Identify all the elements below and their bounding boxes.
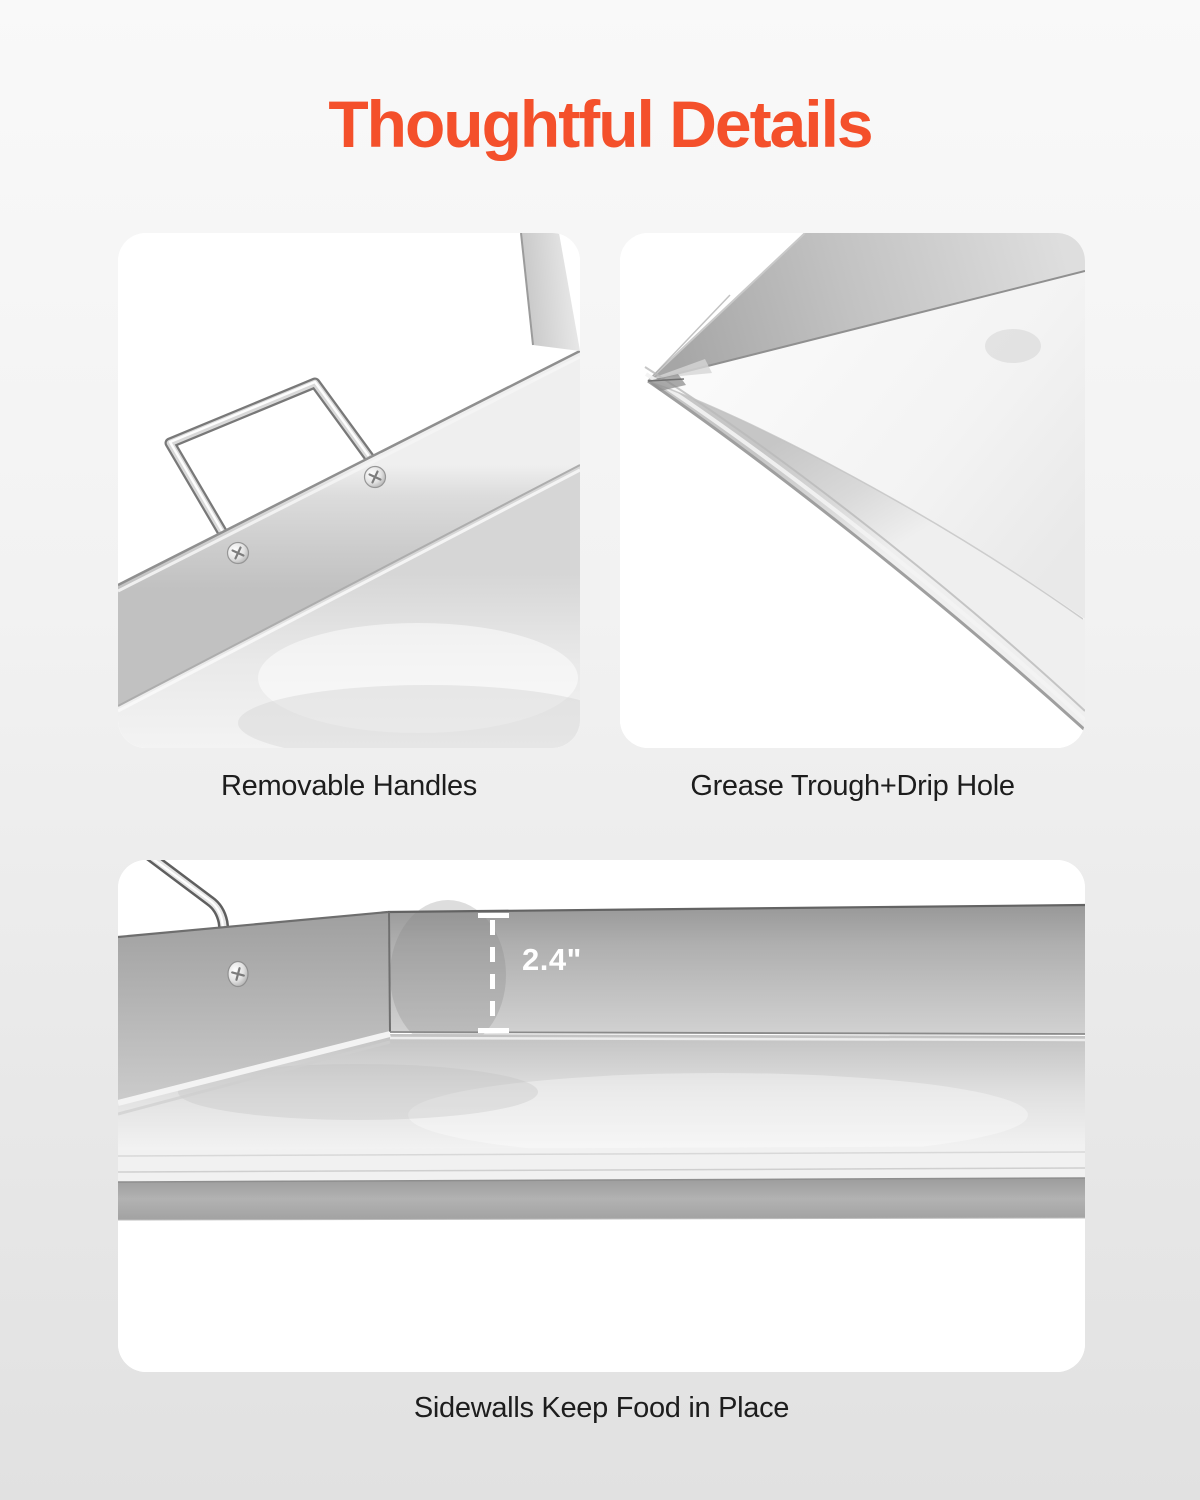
screw (365, 467, 386, 488)
grease-trough-illustration (620, 233, 1085, 748)
dimension-dashed-line (490, 920, 495, 1028)
sidewall-illustration (118, 860, 1085, 1372)
feature-card-grease-trough (620, 233, 1085, 748)
caption-grease-trough: Grease Trough+Drip Hole (690, 770, 1015, 802)
dimension-top-cap (478, 913, 509, 918)
front-edge (118, 1146, 1085, 1220)
page-title: Thoughtful Details (328, 87, 872, 161)
screw (228, 543, 249, 564)
caption-removable-handles: Removable Handles (220, 770, 478, 802)
feature-card-sidewalls (118, 860, 1085, 1372)
removable-handle-illustration (118, 233, 580, 748)
dimension-label: 2.4" (522, 942, 582, 977)
caption-sidewalls: Sidewalls Keep Food in Place (413, 1392, 790, 1424)
feature-card-removable-handles (118, 233, 580, 748)
dimension-bottom-cap (478, 1028, 509, 1033)
screw (228, 962, 248, 987)
